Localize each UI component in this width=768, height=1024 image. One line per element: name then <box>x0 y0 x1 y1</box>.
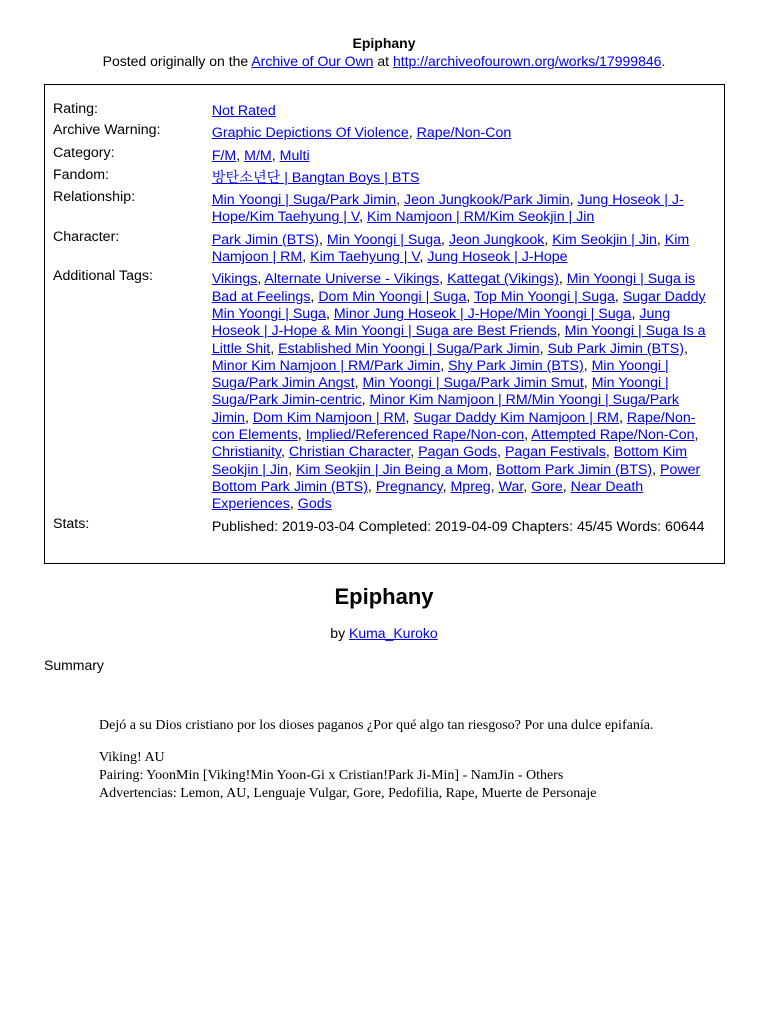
tag-link[interactable]: Kim Namjoon | RM/Kim Seokjin | Jin <box>366 209 595 226</box>
meta-row-tags <box>53 268 716 515</box>
category-values: F/M, M/M, Multi <box>211 147 310 164</box>
rating-values <box>212 91 716 122</box>
tag-link[interactable]: Sugar Daddy Kim Namjoon | RM <box>413 409 619 426</box>
tag-link[interactable]: Jeon Jungkook <box>448 231 545 248</box>
tag-link[interactable]: Established Min Yoongi | Suga/Park Jimin <box>278 340 540 357</box>
tag-link[interactable]: Pregnancy <box>375 478 443 495</box>
tag-link[interactable]: Gods <box>297 496 332 513</box>
tag-link[interactable]: Pagan Gods <box>418 444 498 461</box>
tag-link[interactable]: F/M <box>211 147 237 164</box>
tag-link[interactable]: Rape/Non-con Elements <box>211 409 696 444</box>
meta-row-stats <box>53 516 716 538</box>
tag-link[interactable]: Multi <box>279 147 310 164</box>
tag-link[interactable]: Christian Character <box>288 444 411 461</box>
summary-body <box>99 717 689 817</box>
summary-paragraph: Dejó a su Dios cristiano por los dioses paganos ¿Por qué algo tan riesgoso? Por una dulce epifanía. <box>99 718 654 733</box>
summary-paragraph: Viking! AU Pairing: YoonMin [Viking!Min Yoon-Gi x Cristian!Park Ji-Min] - NamJin - Others Advertencias: Lemon, AU, Lenguaje Vulgar, Gore, Pedofilia, Rape, Muerte de Personaje <box>99 750 597 801</box>
tags-values: Vikings, Alternate Universe - Vikings, Kattegat (Vikings), Min Yoongi | Suga is Bad at Feelings, Dom Min Yoongi | Suga, Top Min Yoongi | Suga, Sugar Daddy Min Yoongi | Suga, Minor Jung Hoseok | J-Hope/Min Yoongi | Suga, Jung Hoseok | J-Hope & Min Yoongi | Suga are Best Friends, Min Yoongi | Suga Is a Little Shit, Established Min Yoongi | Suga/Park Jimin, Sub Park Jimin (BTS), Minor Kim Namjoon | RM/Park Jimin, Shy Park Jimin (BTS), Min Yoongi | Suga/Park Jimin Angst, Min Yoongi | Suga/Park Jimin Smut, Min Yoongi | Suga/Park Jimin-centric, Minor Kim Namjoon | RM/Min Yoongi | Suga/Park Jimin, Dom Kim Namjoon | RM, Sugar Daddy Kim Namjoon | RM, Rape/Non-con Elements, Implied/Referenced Rape/Non-con, Attempted Rape/Non-Con, Christianity, Christian Character, Pagan Gods, Pagan Festivals, Bottom Kim Seokjin | Jin, Kim Seokjin | Jin Being a Mom, Bottom Park Jimin (BTS), Power Bottom Park Jimin (BTS), Pregnancy, Mpreg, War, Gore, Near Death Experiences, Gods <box>211 271 706 513</box>
warning-values: Graphic Depictions Of Violence, Rape/Non-Con <box>211 125 512 142</box>
tags-label: Additional Tags: <box>53 268 153 285</box>
tag-link[interactable]: Not Rated <box>211 103 276 119</box>
tag-link[interactable]: Power Bottom Park Jimin (BTS) <box>211 461 701 495</box>
tag-link[interactable]: Jung Hoseok | J-Hope <box>427 249 568 266</box>
tag-link[interactable]: Kim Taehyung | V <box>310 249 420 266</box>
tag-link[interactable]: Min Yoongi | Suga <box>326 231 442 248</box>
posted-suffix: . <box>661 53 666 69</box>
tag-link[interactable]: Near Death Experiences <box>211 478 644 513</box>
tag-link[interactable]: Rape/Non-Con <box>416 125 512 142</box>
tag-link[interactable]: Top Min Yoongi | Suga <box>473 288 615 305</box>
tag-link[interactable]: Kim Namjoon | RM <box>211 231 690 266</box>
work-url-link[interactable]: http://archiveofourown.org/works/17999846 <box>392 53 662 69</box>
tag-link[interactable]: Gore <box>531 478 563 495</box>
rating-label: Rating: <box>53 101 98 117</box>
tag-link[interactable]: Min Yoongi | Suga/Park Jimin Angst <box>211 357 669 392</box>
character-label: Character: <box>53 228 120 245</box>
tag-link[interactable]: Kim Seokjin | Jin <box>552 231 657 248</box>
tag-link[interactable]: 방탄소년단 | Bangtan Boys | BTS <box>211 169 420 186</box>
author-link[interactable]: Kuma_Kuroko <box>348 625 438 641</box>
tag-link[interactable]: War <box>498 478 524 495</box>
fandom-label: Fandom: <box>53 166 109 183</box>
posted-at: at <box>373 53 393 69</box>
fandom-values <box>212 167 716 189</box>
tag-link[interactable]: Kim Seokjin | Jin Being a Mom <box>295 461 489 478</box>
tag-link[interactable]: Attempted Rape/Non-Con <box>531 427 695 444</box>
posted-line <box>0 52 768 70</box>
tag-link[interactable]: Dom Min Yoongi | Suga <box>318 288 467 305</box>
tag-link[interactable]: Minor Kim Namjoon | RM/Park Jimin <box>211 357 441 374</box>
tag-link[interactable]: Minor Jung Hoseok | J-Hope/Min Yoongi | Suga <box>333 305 632 322</box>
character-values: Park Jimin (BTS), Min Yoongi | Suga, Jeon Jungkook, Kim Seokjin | Jin, Kim Namjoon | RM, Kim Taehyung | V, Jung Hoseok | J-Hope <box>211 231 690 266</box>
meta-row-fandom <box>53 167 716 189</box>
tag-link[interactable]: Jeon Jungkook/Park Jimin <box>404 192 570 209</box>
tag-link[interactable]: Sub Park Jimin (BTS) <box>547 340 684 357</box>
tag-link[interactable]: Min Yoongi | Suga is Bad at Feelings <box>211 271 696 305</box>
tag-link[interactable]: M/M <box>244 147 272 164</box>
tag-link[interactable]: Min Yoongi | Suga/Park Jimin <box>211 192 397 209</box>
posted-prefix: Posted originally on the <box>102 53 252 69</box>
tag-link[interactable]: Min Yoongi | Suga/Park Jimin Smut <box>362 375 584 392</box>
tag-link[interactable]: Minor Kim Namjoon | RM/Min Yoongi | Suga/Park Jimin <box>211 392 679 426</box>
tag-link[interactable]: Christianity <box>211 444 281 461</box>
tag-link[interactable]: Bottom Park Jimin (BTS) <box>496 461 653 478</box>
tag-link[interactable]: Graphic Depictions Of Violence <box>211 125 409 142</box>
tag-link[interactable]: Implied/Referenced Rape/Non-con <box>305 427 525 444</box>
category-label: Category: <box>53 144 115 161</box>
meta-row-character <box>53 229 716 269</box>
tag-link[interactable]: Alternate Universe - Vikings <box>264 271 440 288</box>
tag-link[interactable]: Park Jimin (BTS) <box>211 231 320 248</box>
stats-label: Stats: <box>53 515 90 532</box>
meta-row-rating <box>53 91 716 122</box>
warning-label: Archive Warning: <box>53 122 161 139</box>
meta-row-category <box>53 145 716 167</box>
metadata-table <box>53 91 716 538</box>
tag-link[interactable]: Kattegat (Vikings) <box>447 271 559 288</box>
meta-row-relationship <box>53 189 716 229</box>
relationship-values: Min Yoongi | Suga/Park Jimin, Jeon Jungkook/Park Jimin, Jung Hoseok | J-Hope/Kim Taehyung | V, Kim Namjoon | RM/Kim Seokjin | Jin <box>211 192 684 226</box>
stats-value: Published: 2019-03-04 Completed: 2019-04-09 Chapters: 45/45 Words: 60644 <box>211 518 705 535</box>
archive-link[interactable]: Archive of Our Own <box>251 53 374 69</box>
meta-row-warning <box>53 122 716 144</box>
summary-heading: Summary <box>44 657 104 673</box>
tag-link[interactable]: Sugar Daddy Min Yoongi | Suga <box>211 288 706 322</box>
by-prefix: by <box>330 625 349 641</box>
tag-link[interactable]: Pagan Festivals <box>504 444 606 461</box>
tag-link[interactable]: Min Yoongi | Suga/Park Jimin-centric <box>211 375 669 409</box>
tag-link[interactable]: Shy Park Jimin (BTS) <box>448 357 584 374</box>
document-title: Epiphany <box>352 35 416 51</box>
byline <box>0 624 768 642</box>
tag-link[interactable]: Vikings <box>211 271 258 288</box>
tag-link[interactable]: Jung Hoseok | J-Hope & Min Yoongi | Suga are Best Friends <box>211 305 671 340</box>
tag-link[interactable]: Mpreg <box>450 478 491 495</box>
tag-link[interactable]: Bottom Kim Seokjin | Jin <box>211 444 688 478</box>
tag-link[interactable]: Jung Hoseok | J-Hope/Kim Taehyung | V <box>211 192 684 226</box>
tag-link[interactable]: Min Yoongi | Suga Is a Little Shit <box>211 323 706 357</box>
metadata-box <box>44 84 725 564</box>
work-title: Epiphany <box>334 584 434 609</box>
relationship-label: Relationship: <box>53 189 136 206</box>
tag-link[interactable]: Dom Kim Namjoon | RM <box>252 409 406 426</box>
